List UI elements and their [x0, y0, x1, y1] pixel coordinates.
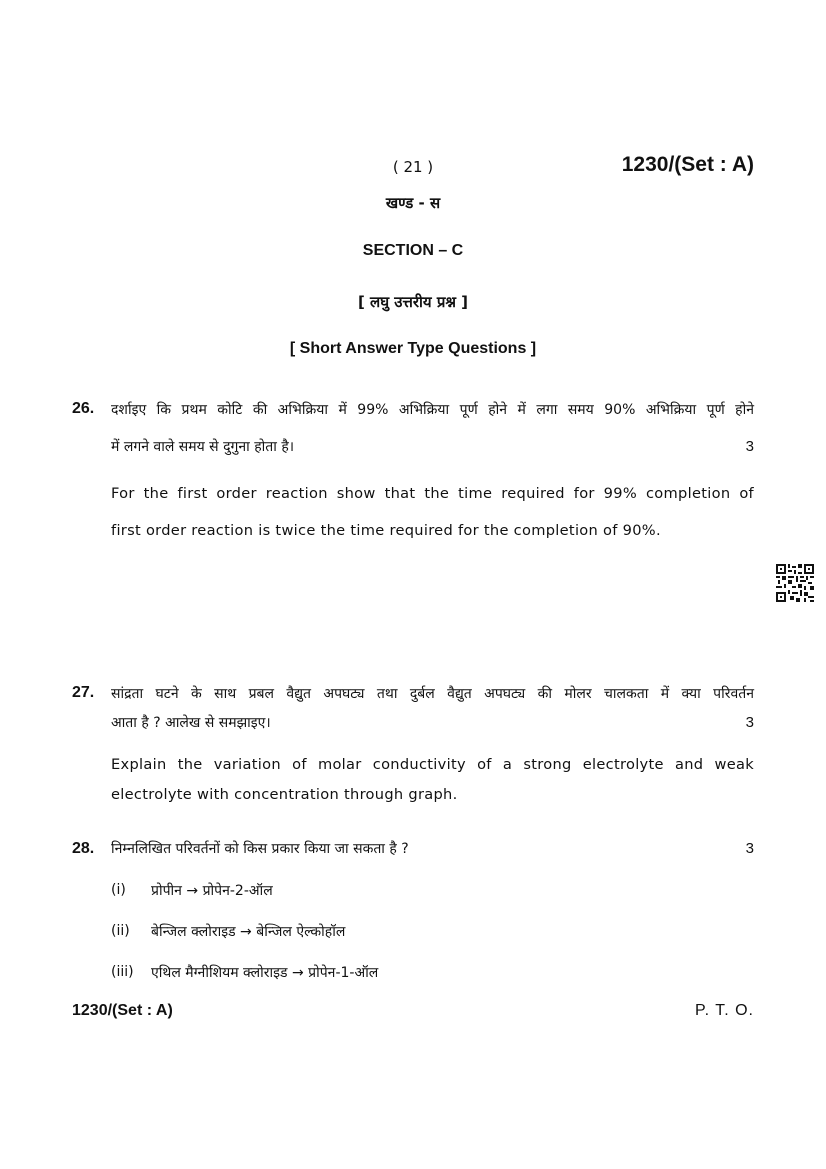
qr-code-icon — [776, 564, 814, 602]
sub-question-text: प्रोपीन → प्रोपेन-2-ऑल — [151, 883, 273, 899]
sub-question-label: (iii) — [111, 964, 134, 980]
paper-code-footer: 1230/(Set : A) — [72, 1002, 173, 1019]
question-text-hindi-line2: आता है ? आलेख से समझाइए। — [111, 715, 271, 731]
question-marks: 3 — [745, 438, 754, 455]
sub-question-text: बेन्जिल क्लोराइड → बेन्जिल ऐल्कोहॉल — [151, 924, 346, 940]
sub-question-text: एथिल मैग्नीशियम क्लोराइड → प्रोपेन-1-ऑल — [151, 965, 379, 981]
question-number: 26. — [72, 400, 95, 417]
question-type-hindi: [ लघु उत्तरीय प्रश्न ] — [357, 293, 469, 311]
question-type-english: [ Short Answer Type Questions ] — [289, 340, 537, 357]
question-text-english-line2: first order reaction is twice the time required for the completion of 90%. — [111, 522, 661, 539]
section-title-hindi: खण्ड - स — [385, 194, 441, 212]
question-text-hindi-line1: दर्शाइए कि प्रथम कोटि की अभिक्रिया में 99% अभिक्रिया पूर्ण होने में लगा समय 90% अभिक्रिया पूर्ण होने — [111, 402, 754, 418]
sub-question-label: (i) — [111, 882, 126, 898]
question-text-english-line1: For the first order reaction show that the time required for 99% completion of — [111, 485, 754, 502]
question-text-english-line2: electrolyte with concentration through graph. — [111, 786, 458, 803]
question-marks: 3 — [745, 840, 754, 857]
sub-question-label: (ii) — [111, 923, 130, 939]
paper-code-header: 1230/(Set : A) — [621, 153, 754, 176]
question-number: 27. — [72, 684, 95, 701]
question-text-hindi: निम्नलिखित परिवर्तनों को किस प्रकार किया जा सकता है ? — [111, 841, 409, 857]
question-number: 28. — [72, 840, 95, 857]
question-marks: 3 — [745, 714, 754, 731]
question-text-hindi-line1: सांद्रता घटने के साथ प्रबल वैद्युत अपघट्य तथा दुर्बल वैद्युत अपघट्य की मोलर चालकता में क्या परिवर्तन — [111, 686, 754, 702]
pto-label: P. T. O. — [695, 1002, 754, 1019]
section-title: SECTION – C — [362, 242, 464, 259]
page-number: ( 21 ) — [392, 158, 434, 176]
question-text-hindi-line2: में लगने वाले समय से दुगुना होता है। — [111, 439, 295, 455]
question-text-english-line1: Explain the variation of molar conductivity of a strong electrolyte and weak — [111, 756, 754, 773]
